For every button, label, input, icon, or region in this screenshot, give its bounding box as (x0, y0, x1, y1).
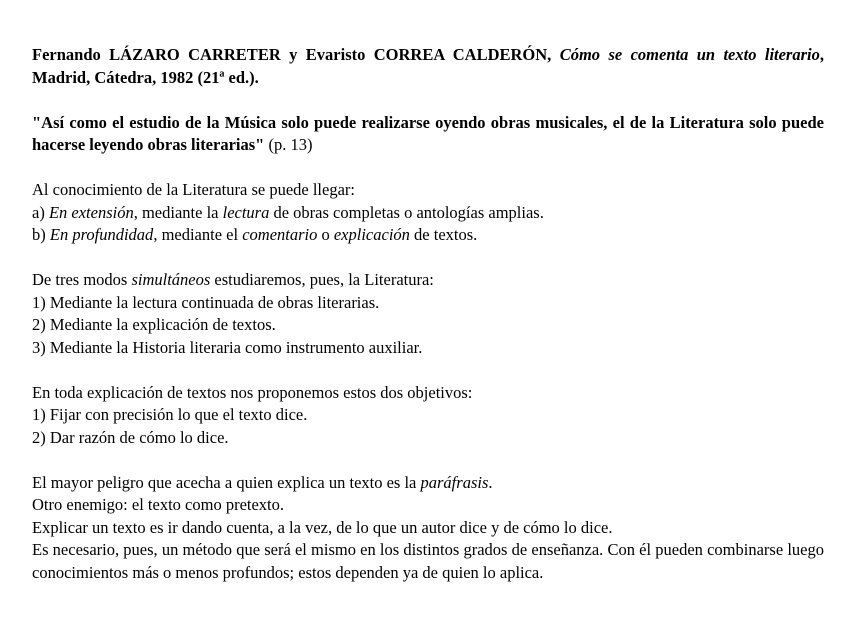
knowledge-section (32, 179, 824, 247)
quote-text: "Así como el estudio de la Música solo puede realizarse oyendo obras musicales, el de la Literatura solo puede hacerse leyendo obras literarias" (32, 112, 824, 154)
spacer (32, 359, 824, 382)
citation-publication: , Madrid, Cátedra, 1982 (21ª ed.). (32, 45, 824, 87)
item-prefix: b) (32, 225, 50, 244)
list-item: 3) Mediante la Historia literaria como instrumento auxiliar. (32, 337, 423, 357)
item-term: En extensión (48, 202, 134, 222)
modes-intro (32, 269, 824, 292)
list-item: 2) Mediante la explicación de textos. (32, 315, 276, 334)
document-page (32, 44, 824, 584)
citation-title: Cómo se comenta un texto literario (559, 45, 820, 64)
danger-text: El mayor peligro que acecha a quien explica un texto es la (32, 472, 421, 492)
spacer (32, 89, 824, 112)
enemy-line: Otro enemigo: el texto como pretexto. (32, 495, 285, 514)
quote-page-ref: (p. 13) (264, 135, 313, 154)
quote (32, 112, 824, 157)
spacer (32, 157, 824, 180)
objectives-intro: En toda explicación de textos nos proponemos estos dos objetivos: (32, 382, 473, 402)
closing-section (32, 472, 824, 585)
item-emphasis: explicación (333, 225, 410, 244)
spacer (32, 247, 824, 270)
objectives-section (32, 382, 824, 450)
list-item: 1) Mediante la lectura continuada de obras literarias. (32, 292, 380, 312)
item-text: , mediante el (153, 225, 243, 244)
explain-line: Explicar un texto es ir dando cuenta, a la vez, de lo que un autor dice y de cómo lo dice. (32, 517, 613, 537)
spacer (32, 449, 824, 472)
list-item: 2) Dar razón de cómo lo dice. (32, 427, 229, 447)
intro-text: De tres modos (32, 270, 132, 289)
item-prefix: a) (32, 202, 49, 222)
method-paragraph: Es necesario, pues, un método que será el mismo en los distintos grados de enseñanza. Con él pueden combinarse luego conocimientos más o menos profundos; estos dependen ya de quien lo aplica. (32, 540, 824, 582)
item-text: o (317, 225, 334, 244)
danger-line (32, 472, 824, 495)
item-emphasis: lectura (222, 202, 270, 222)
intro-emphasis: simultáneos (131, 270, 211, 289)
modes-section (32, 269, 824, 359)
item-text: de obras completas o antologías amplias. (269, 202, 544, 222)
knowledge-item-b (32, 224, 824, 247)
danger-emphasis: paráfrasis (420, 472, 489, 492)
item-term: En profundidad (49, 225, 154, 244)
knowledge-intro: Al conocimiento de la Literatura se puede llegar: (32, 180, 355, 199)
item-text: , mediante la (133, 202, 223, 222)
citation-authors: Fernando LÁZARO CARRETER y Evaristo CORREA CALDERÓN, (32, 45, 552, 64)
item-emphasis: comentario (242, 225, 318, 244)
list-item: 1) Fijar con precisión lo que el texto dice. (32, 405, 308, 424)
knowledge-item-a (32, 202, 824, 225)
item-text: de textos. (409, 225, 478, 244)
citation (32, 44, 824, 89)
intro-text: estudiaremos, pues, la Literatura: (210, 270, 434, 289)
danger-text: . (488, 472, 493, 492)
